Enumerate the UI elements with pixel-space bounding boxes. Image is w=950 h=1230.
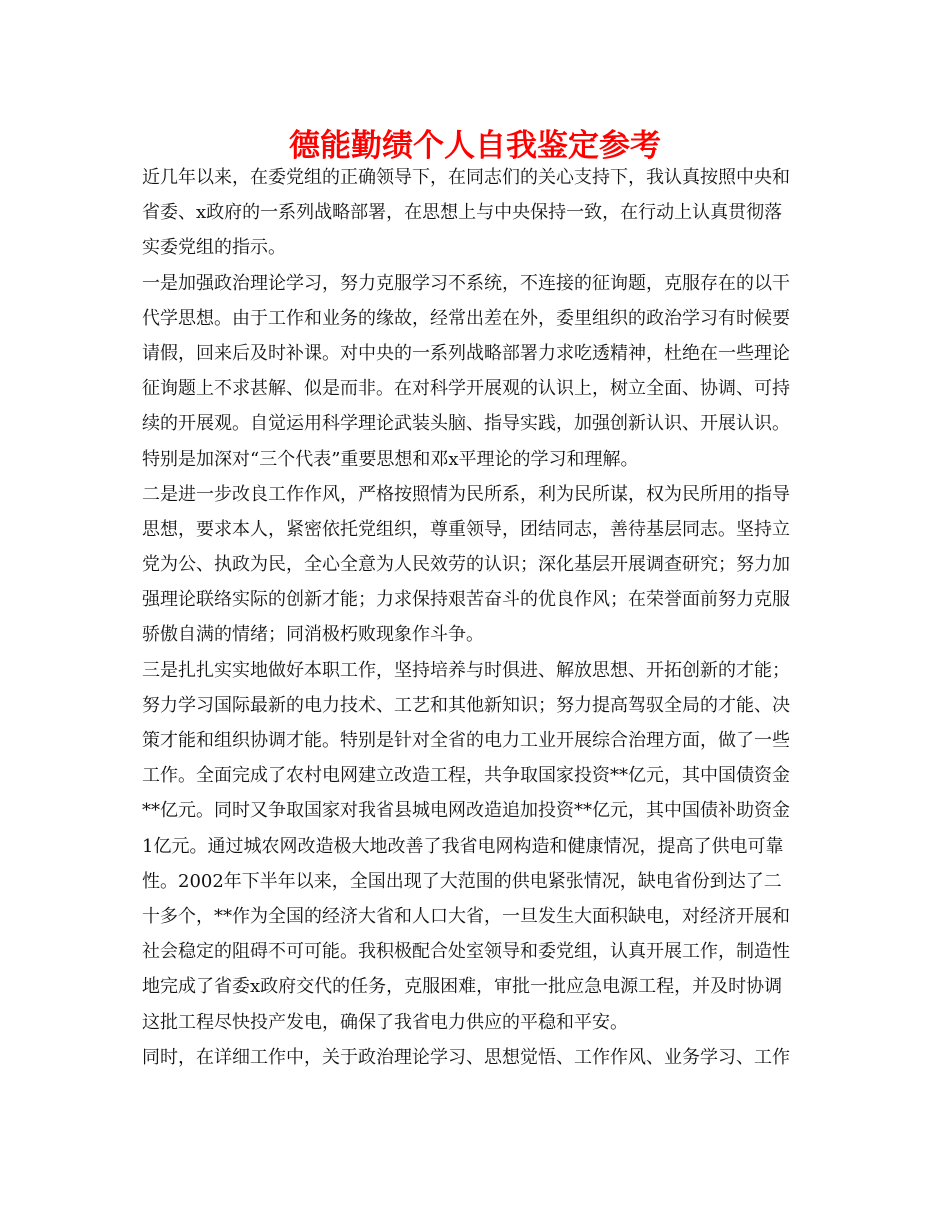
body-line: 省委、x政府的一系列战略部署，在思想上与中央保持一致，在行动上认真贯彻落 — [142, 202, 783, 224]
body-line: 十多个，**作为全国的经济大省和人口大省，一旦发生大面积缺电，对经济开展和 — [142, 905, 790, 927]
body-line: 努力学习国际最新的电力技术、工艺和其他新知识；努力提高驾驭全局的才能、决 — [142, 694, 790, 716]
body-line: 实委党组的指示。 — [142, 237, 286, 259]
body-line: 性。2002年下半年以来，全国出现了大范围的供电紧张情况，缺电省份到达了二 — [142, 870, 782, 892]
body-line: 三是扎扎实实地做好本职工作，坚持培养与时俱进、解放思想、开拓创新的才能； — [142, 659, 790, 681]
body-line: 特别是加深对“三个代表”重要思想和邓x平理论的学习和理解。 — [142, 448, 639, 470]
document-title: 德能勤绩个人自我鉴定参考 — [289, 128, 661, 164]
body-line: 近几年以来，在委党组的正确领导下，在同志们的关心支持下，我认真按照中央和 — [142, 167, 790, 188]
body-line: 思想，要求本人，紧密依托党组织，尊重领导，团结同志，善待基层同志。坚持立 — [142, 518, 790, 540]
body-line: 策才能和组织协调才能。特别是针对全省的电力工业开展综合治理方面，做了一些 — [142, 730, 790, 751]
body-line: 一是加强政治理论学习，努力克服学习不系统，不连接的征询题，克服存在的以干 — [142, 272, 790, 294]
body-line: 骄傲自满的情绪；同消极朽败现象作斗争。 — [142, 624, 484, 646]
body-line: 社会稳定的阻碍不可可能。我积极配合处室领导和委党组，认真开展工作，制造性 — [142, 941, 790, 963]
body-line: 续的开展观。自觉运用科学理论武装头脑、指导实践，加强创新认识、开展认识。 — [142, 413, 790, 435]
body-line: 同时，在详细工作中，关于政治理论学习、思想觉悟、工作作风、业务学习、工作 — [142, 1046, 790, 1068]
document-body — [142, 160, 812, 1075]
body-line: 地完成了省委x政府交代的任务，克服困难，审批一批应急电源工程，并及时协调 — [142, 976, 783, 998]
body-line: 请假，回来后及时补课。对中央的一系列战略部署力求吃透精神，杜绝在一些理论 — [142, 342, 790, 364]
body-line: 1亿元。通过城农网改造极大地改善了我省电网构造和健康情况，提高了供电可靠 — [142, 835, 784, 857]
body-line: 二是进一步改良工作作风，严格按照情为民所系，利为民所谋，权为民所用的指导 — [142, 483, 790, 505]
body-line: 代学思想。由于工作和业务的缘故，经常出差在外，委里组织的政治学习有时候要 — [142, 307, 790, 329]
body-line: **亿元。同时又争取国家对我省县城电网改造追加投资**亿元，其中国债补助资金 — [142, 800, 790, 822]
body-line: 这批工程尽快投产发电，确保了我省电力供应的平稳和平安。 — [142, 1011, 628, 1033]
body-line: 工作。全面完成了农村电网建立改造工程，共争取国家投资**亿元，其中国债资金 — [142, 765, 790, 787]
body-line: 强理论联络实际的创新才能；力求保持艰苦奋斗的优良作风；在荣誉面前努力克服 — [142, 589, 790, 611]
body-line: 征询题上不求甚解、似是而非。在对科学开展观的认识上，树立全面、协调、可持 — [142, 378, 790, 400]
body-line: 党为公、执政为民，全心全意为人民效劳的认识；深化基层开展调查研究；努力加 — [142, 554, 790, 576]
